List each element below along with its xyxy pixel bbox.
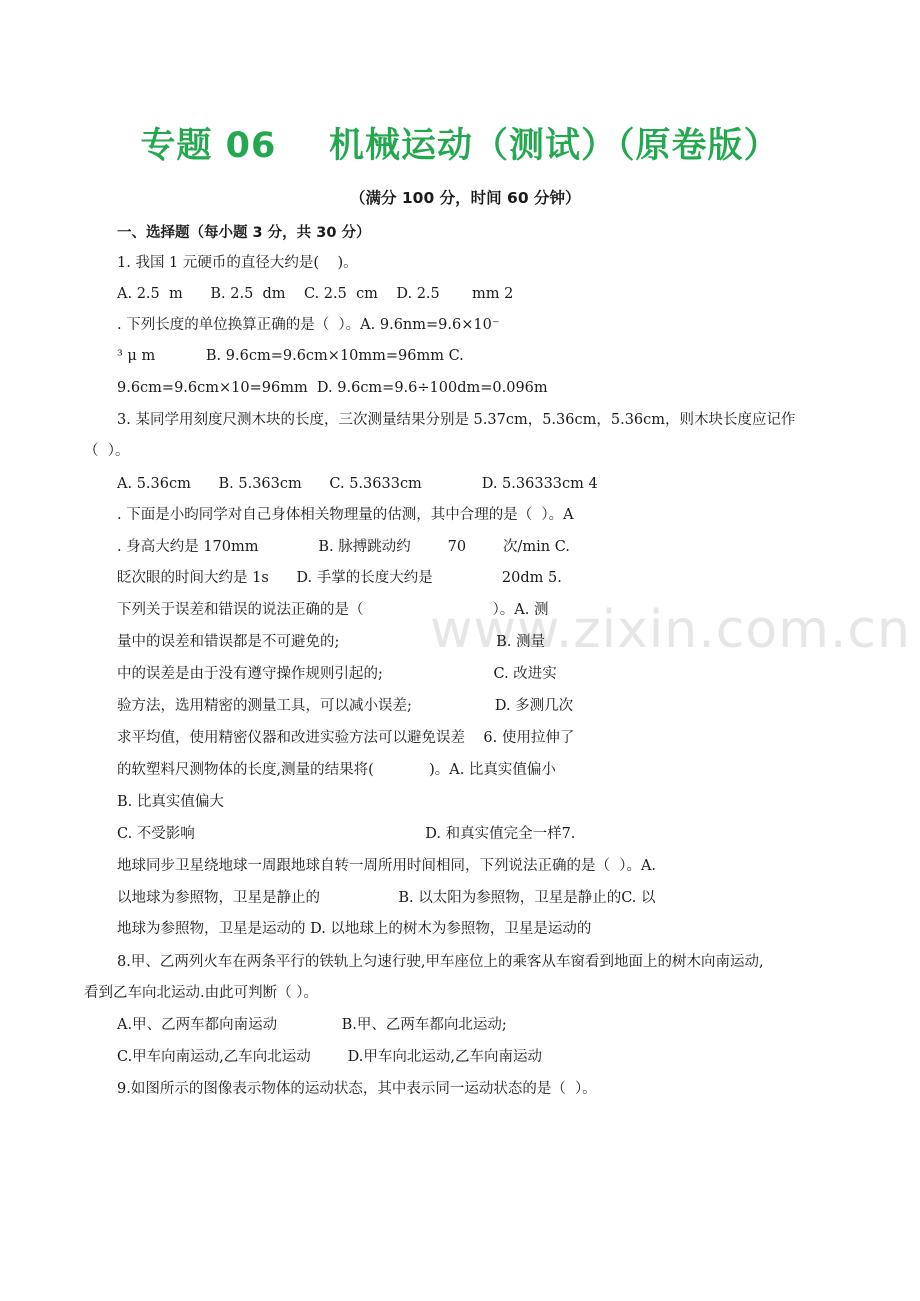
page-title: 专题 06 机械运动（测试）（原卷版） (140, 126, 780, 166)
question-line: 地球为参照物，卫星是运动的 D. 以地球上的树木为参照物，卫星是运动的 (117, 921, 592, 937)
question-line: 地球同步卫星绕地球一周跟地球自转一周所用时间相同，下列说法正确的是（ ）。A. (117, 858, 657, 874)
question-line: B. 比真实值偏大 (117, 794, 224, 810)
question-line: 量中的误差和错误都是不可避免的; B. 测量 (117, 634, 545, 650)
watermark: www.zixin.com.cn (430, 600, 911, 660)
question-line: 9.如图所示的图像表示物体的运动状态，其中表示同一运动状态的是（ ）。 (117, 1081, 597, 1097)
question-line: 9.6cm=9.6cm×10=96mm D. 9.6cm=9.6÷100dm=0.096m (117, 380, 548, 396)
question-line: 眨次眼的时间大约是 1s D. 手掌的长度大约是 20dm 5. (117, 570, 562, 586)
exam-info: （满分 100 分，时间 60 分钟） (350, 189, 581, 207)
question-line: . 身高大约是 170mm B. 脉搏跳动约 70 次/min C. (117, 539, 570, 555)
question-line: . 下列长度的单位换算正确的是（ ）。A. 9.6nm=9.6×10⁻ (117, 317, 500, 333)
question-line: （ ）。 (84, 443, 130, 459)
question-line: 看到乙车向北运动.由此可判断（ ）。 (84, 985, 318, 1001)
question-line: . 下面是小昀同学对自己身体相关物理量的估测，其中合理的是（ ）。A (117, 507, 574, 523)
question-line: A. 5.36cm B. 5.363cm C. 5.3633cm D. 5.36333cm 4 (117, 476, 598, 492)
question-line: 下列关于误差和错误的说法正确的是（ ）。A. 测 (117, 602, 549, 618)
question-line: ³ μ m B. 9.6cm=9.6cm×10mm=96mm C. (117, 348, 464, 364)
question-line: A. 2.5 m B. 2.5 dm C. 2.5 cm D. 2.5 mm 2 (117, 286, 514, 302)
question-line: 验方法，选用精密的测量工具，可以减小误差; D. 多测几次 (117, 698, 574, 714)
question-line: 以地球为参照物，卫星是静止的 B. 以太阳为参照物，卫星是静止的C. 以 (117, 890, 656, 906)
question-line: A.甲、乙两车都向南运动 B.甲、乙两车都向北运动; (117, 1017, 507, 1033)
question-line: 求平均值，使用精密仪器和改进实验方法可以避免误差 6. 使用拉伸了 (117, 730, 575, 746)
question-line: 1. 我国 1 元硬币的直径大约是( )。 (117, 255, 358, 271)
question-line: 8.甲、乙两列火车在两条平行的铁轨上匀速行驶,甲车座位上的乘客从车窗看到地面上的树木向南运动, (117, 954, 764, 970)
section-heading: 一、选择题（每小题 3 分，共 30 分） (117, 225, 371, 241)
question-line: C.甲车向南运动,乙车向北运动 D.甲车向北运动,乙车向南运动 (117, 1049, 542, 1065)
question-line: C. 不受影响 D. 和真实值完全一样7. (117, 826, 576, 842)
question-line: 的软塑料尺测物体的长度,测量的结果将( )。A. 比真实值偏小 (117, 762, 556, 778)
question-line: 中的误差是由于没有遵守操作规则引起的; C. 改进实 (117, 666, 557, 682)
question-line: 3. 某同学用刻度尺测木块的长度，三次测量结果分别是 5.37cm，5.36cm，5.36cm，则木块长度应记作 (117, 412, 796, 428)
